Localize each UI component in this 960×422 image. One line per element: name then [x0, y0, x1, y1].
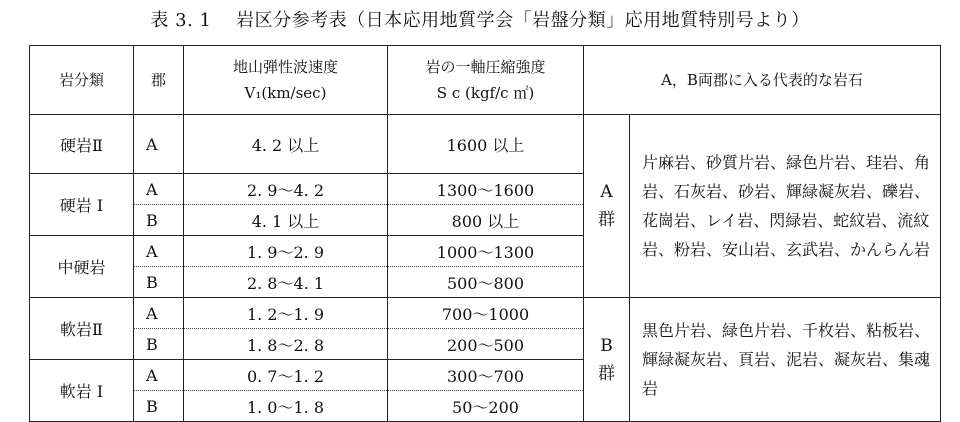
group-a-label	[584, 115, 630, 298]
cell-group: B	[134, 329, 184, 360]
cell-velocity: 1. 2～1. 9	[184, 298, 388, 329]
cell-group: A	[134, 236, 184, 267]
cell-velocity: 1. 0～1. 8	[184, 391, 388, 422]
cell-strength: 700～1000	[388, 298, 584, 329]
group-b-rocks: 黒色片岩、緑色片岩、千枚岩、粘板岩、輝緑凝灰岩、頁岩、泥岩、凝灰岩、集魂岩	[630, 298, 941, 422]
group-a-rocks: 片麻岩、砂質片岩、緑色片岩、珪岩、角岩、石灰岩、砂岩、輝緑凝灰岩、礫岩、花崗岩、レイ岩、閃緑岩、蛇紋岩、流紋岩、粉岩、安山岩、玄武岩、かんらん岩	[630, 115, 941, 298]
table-row	[30, 298, 941, 329]
cell-strength: 50～200	[388, 391, 584, 422]
cell-rock-class: 軟岩 I	[30, 360, 134, 422]
header-strength-line1: 岩の一軸圧縮強度	[425, 58, 546, 76]
cell-group: A	[134, 360, 184, 391]
cell-rock-class: 硬岩 I	[30, 174, 134, 236]
cell-group: B	[134, 391, 184, 422]
table-row	[30, 115, 941, 174]
header-strength	[388, 46, 584, 115]
cell-strength: 800 以上	[388, 205, 584, 236]
cell-strength: 300～700	[388, 360, 584, 391]
cell-group: A	[134, 174, 184, 205]
header-velocity-line2: V₁(km/sec)	[244, 84, 327, 102]
cell-group: B	[134, 205, 184, 236]
cell-rock-class: 中硬岩	[30, 236, 134, 298]
header-representative: A，B両郡に入る代表的な岩石	[584, 46, 941, 115]
header-group: 郡	[134, 46, 184, 115]
header-velocity	[184, 46, 388, 115]
cell-strength: 1000～1300	[388, 236, 584, 267]
cell-strength: 1600 以上	[388, 115, 584, 174]
cell-velocity: 1. 9～2. 9	[184, 236, 388, 267]
header-rock-class: 岩分類	[30, 46, 134, 115]
group-a-kanji: 群	[598, 210, 615, 230]
header-row	[30, 46, 941, 115]
cell-strength: 200～500	[388, 329, 584, 360]
cell-strength: 1300～1600	[388, 174, 584, 205]
cell-velocity: 2. 8～4. 1	[184, 267, 388, 298]
cell-group: B	[134, 267, 184, 298]
group-b-kanji: 群	[598, 363, 615, 384]
header-velocity-line1: 地山弾性波速度	[232, 58, 338, 76]
cell-rock-class: 軟岩Ⅱ	[30, 298, 134, 360]
cell-velocity: 1. 8～2. 8	[184, 329, 388, 360]
group-b-letter: B	[600, 335, 613, 356]
group-a-letter: A	[600, 182, 613, 202]
group-b-label	[584, 298, 630, 422]
header-strength-line2: S c (kgf/c ㎡)	[436, 84, 535, 102]
cell-velocity: 4. 2 以上	[184, 115, 388, 174]
cell-velocity: 2. 9～4. 2	[184, 174, 388, 205]
cell-rock-class: 硬岩Ⅱ	[30, 115, 134, 174]
cell-velocity: 0. 7～1. 2	[184, 360, 388, 391]
cell-group: A	[134, 298, 184, 329]
cell-strength: 500～800	[388, 267, 584, 298]
cell-velocity: 4. 1 以上	[184, 205, 388, 236]
cell-group: A	[134, 115, 184, 174]
rock-classification-table	[29, 45, 941, 422]
table-title: 表 3. 1 岩区分参考表（日本応用地質学会「岩盤分類」応用地質特別号より）	[150, 10, 810, 31]
